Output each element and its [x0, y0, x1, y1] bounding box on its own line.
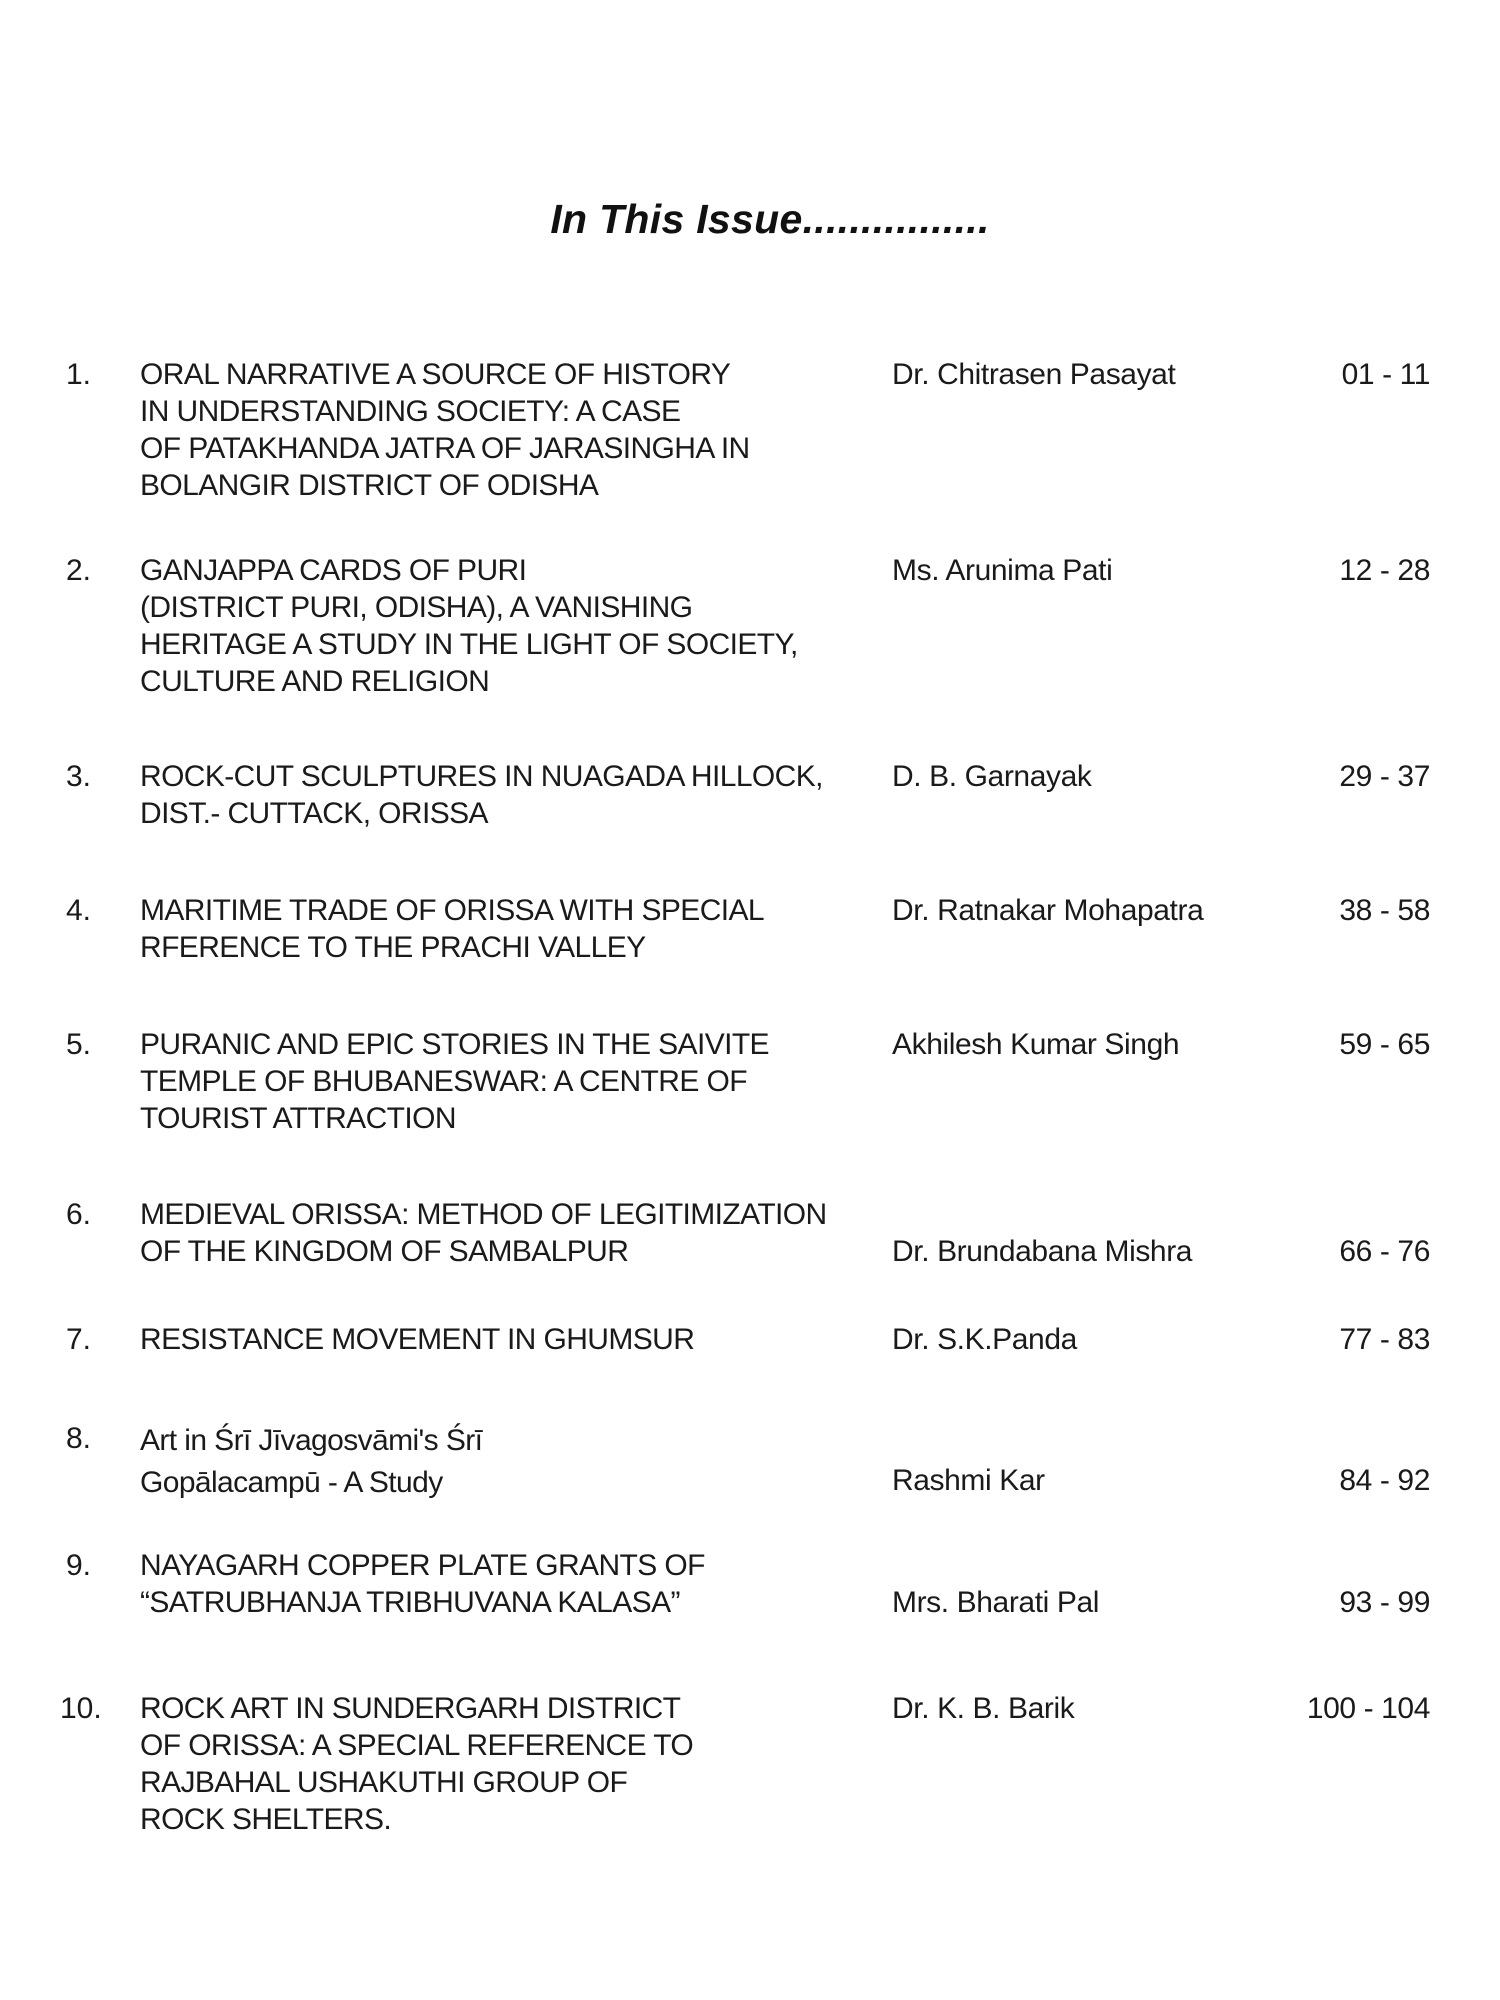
title-line: CULTURE AND RELIGION: [140, 665, 490, 698]
entry-title[interactable]: [140, 356, 880, 504]
title-line: MEDIEVAL ORISSA: METHOD OF LEGITIMIZATION: [140, 1198, 827, 1231]
title-line: (DISTRICT PURI, ODISHA), A VANISHING: [140, 591, 693, 624]
entry-pages: 29 - 37: [1339, 760, 1430, 793]
entry-title[interactable]: [140, 1026, 880, 1137]
title-line: TEMPLE OF BHUBANESWAR: A CENTRE OF: [140, 1065, 747, 1098]
title-line: GANJAPPA CARDS OF PURI: [140, 554, 527, 587]
entry-pages: 38 - 58: [1339, 894, 1430, 927]
entry-pages: 66 - 76: [1339, 1235, 1430, 1268]
entry-pages: 84 - 92: [1339, 1464, 1430, 1497]
title-line: OF PATAKHANDA JATRA OF JARASINGHA IN: [140, 432, 750, 465]
title-line: MARITIME TRADE OF ORISSA WITH SPECIAL: [140, 894, 765, 927]
entry-number: 4.: [66, 894, 92, 927]
entry-pages: 01 - 11: [1341, 358, 1430, 391]
entry-number: 8.: [66, 1422, 92, 1455]
entry-author: Dr. Ratnakar Mohapatra: [892, 894, 1204, 927]
title-line: OF THE KINGDOM OF SAMBALPUR: [140, 1235, 629, 1268]
entry-title[interactable]: [140, 1321, 880, 1358]
entry-number: 3.: [66, 760, 92, 793]
title-line: HERITAGE A STUDY IN THE LIGHT OF SOCIETY,: [140, 628, 798, 661]
title-line: ROCK ART IN SUNDERGARH DISTRICT: [140, 1692, 681, 1725]
entry-pages: 12 - 28: [1339, 554, 1430, 587]
entry-number: 1.: [66, 358, 92, 391]
entry-title[interactable]: [140, 758, 880, 832]
title-line: “SATRUBHANJA TRIBHUVANA KALASA”: [140, 1586, 680, 1619]
entry-title[interactable]: [140, 892, 880, 966]
title-line: Gopālacampū - A Study: [140, 1466, 443, 1499]
entry-author: Mrs. Bharati Pal: [892, 1586, 1099, 1619]
entry-title[interactable]: [140, 552, 880, 700]
title-line: RAJBAHAL USHAKUTHI GROUP OF: [140, 1766, 628, 1799]
entry-pages: 100 - 104: [1306, 1692, 1430, 1725]
title-line: Art in Śrī Jīvagosvāmi's Śrī: [140, 1424, 483, 1457]
entry-author: Ms. Arunima Pati: [892, 554, 1113, 587]
title-line: BOLANGIR DISTRICT OF ODISHA: [140, 469, 599, 502]
entry-number: 9.: [66, 1549, 92, 1582]
title-line: OF ORISSA: A SPECIAL REFERENCE TO: [140, 1729, 694, 1762]
entry-title[interactable]: [140, 1547, 880, 1621]
entry-author: Akhilesh Kumar Singh: [892, 1028, 1180, 1061]
entry-number: 6.: [66, 1198, 92, 1231]
entry-pages: 77 - 83: [1339, 1323, 1430, 1356]
entry-title[interactable]: [140, 1690, 880, 1838]
entry-title[interactable]: [140, 1196, 880, 1270]
title-line: ROCK SHELTERS.: [140, 1803, 392, 1836]
title-line: RFERENCE TO THE PRACHI VALLEY: [140, 931, 646, 964]
entry-author: Dr. Brundabana Mishra: [892, 1235, 1193, 1268]
title-line: IN UNDERSTANDING SOCIETY: A CASE: [140, 395, 681, 428]
title-line: DIST.- CUTTACK, ORISSA: [140, 797, 488, 830]
entry-pages: 59 - 65: [1339, 1028, 1430, 1061]
entry-author: Dr. K. B. Barik: [892, 1692, 1075, 1725]
title-line: PURANIC AND EPIC STORIES IN THE SAIVITE: [140, 1028, 769, 1061]
title-line: NAYAGARH COPPER PLATE GRANTS OF: [140, 1549, 705, 1582]
entry-author: D. B. Garnayak: [892, 760, 1092, 793]
page-heading: In This Issue................: [550, 196, 990, 242]
entry-number: 10.: [60, 1692, 102, 1725]
entry-number: 5.: [66, 1028, 92, 1061]
title-line: RESISTANCE MOVEMENT IN GHUMSUR: [140, 1323, 695, 1356]
title-line: TOURIST ATTRACTION: [140, 1102, 456, 1135]
entry-number: 2.: [66, 554, 92, 587]
entry-number: 7.: [66, 1323, 92, 1356]
entry-pages: 93 - 99: [1339, 1586, 1430, 1619]
entry-author: Rashmi Kar: [892, 1464, 1045, 1497]
title-line: ROCK-CUT SCULPTURES IN NUAGADA HILLOCK,: [140, 760, 823, 793]
entry-author: Dr. S.K.Panda: [892, 1323, 1077, 1356]
entry-title[interactable]: [140, 1420, 880, 1504]
entry-author: Dr. Chitrasen Pasayat: [892, 358, 1176, 391]
title-line: ORAL NARRATIVE A SOURCE OF HISTORY: [140, 358, 731, 391]
